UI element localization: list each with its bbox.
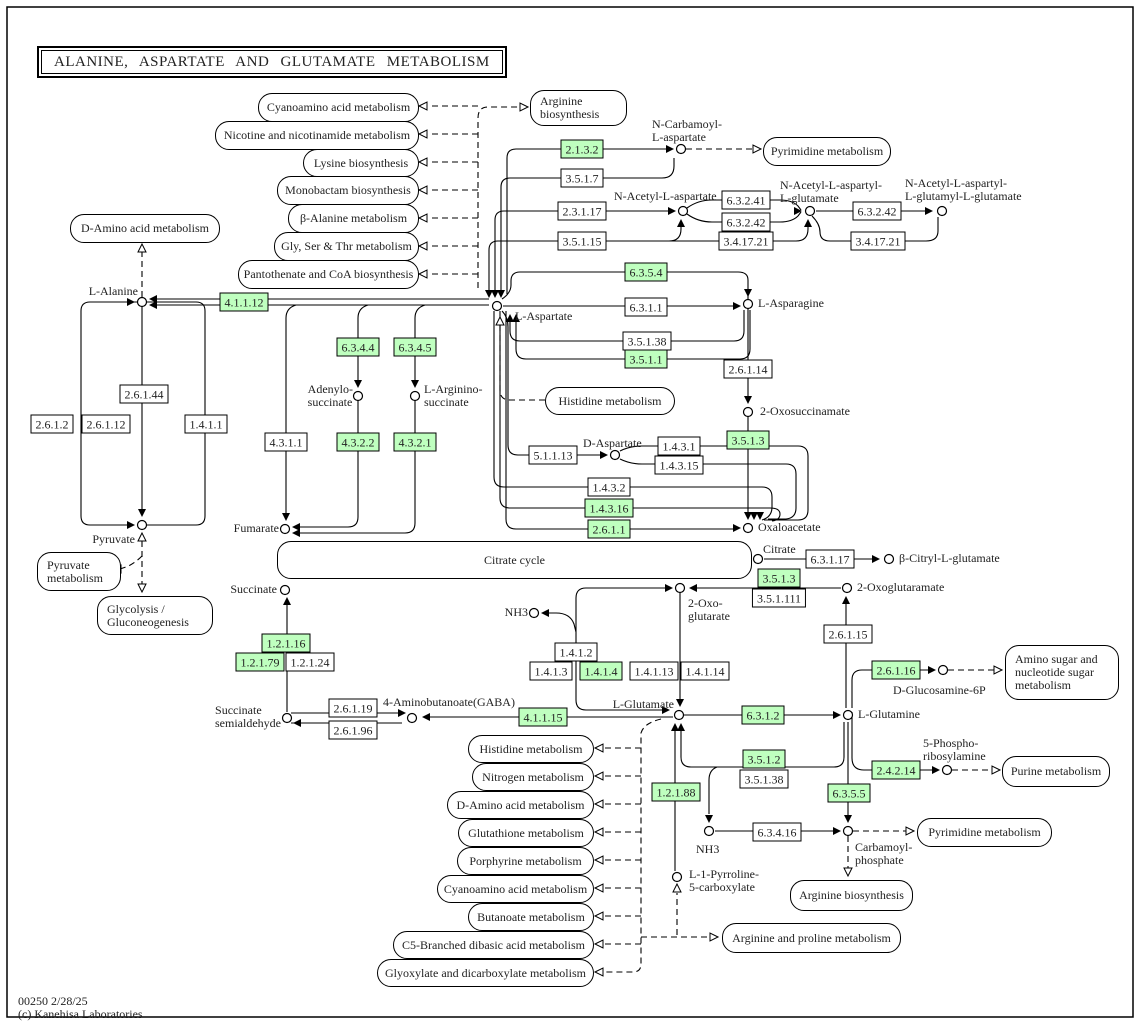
arrowhead-icon (689, 584, 697, 592)
arrowhead-icon (398, 709, 406, 717)
compound-circle[interactable] (806, 207, 815, 216)
map-id: 00250 2/28/25 (18, 994, 88, 1008)
compound-circle[interactable] (844, 827, 853, 836)
map-title: ALANINE, ASPARTATE AND GLUTAMATE METABOLISM (41, 50, 503, 74)
compound-circle[interactable] (744, 408, 753, 417)
enzyme-box[interactable]: 1.4.3.1 (658, 437, 701, 456)
dashed-link-line (478, 107, 520, 288)
enzyme-box[interactable]: 3.5.1.3 (727, 431, 770, 450)
enzyme-box[interactable]: 3.5.1.15 (558, 232, 607, 251)
compound-label-line: L-Glutamate (612, 697, 674, 711)
pathway-box-label: Histidine metabolism (479, 741, 583, 756)
compound-label (89, 285, 138, 298)
arrowhead-icon (292, 529, 300, 537)
open-arrowhead-icon (520, 103, 528, 111)
arrowhead-icon (600, 451, 608, 459)
pathway-box[interactable] (917, 818, 1052, 847)
compound-label-line: succinate (424, 394, 469, 409)
enzyme-box[interactable]: 6.3.4.5 (394, 338, 437, 357)
dashed-link-line (604, 719, 661, 972)
arrowhead-icon (668, 207, 676, 215)
enzyme-box[interactable]: 6.3.4.16 (753, 823, 802, 842)
enzyme-box[interactable]: 6.3.5.4 (625, 263, 668, 282)
pathway-box-label: Purine metabolism (1010, 764, 1102, 779)
compound-circle[interactable] (281, 525, 290, 534)
reaction-line (620, 446, 808, 520)
compound-circle[interactable] (677, 145, 686, 154)
compound-label (234, 522, 279, 535)
compound-label-line: NH3 (696, 842, 720, 856)
open-arrowhead-icon (419, 158, 427, 166)
compound-label-line: D-Glucosamine-6P (893, 683, 986, 697)
pathway-box[interactable] (545, 387, 675, 415)
arrowhead-icon (127, 521, 135, 529)
enzyme-box[interactable]: 2.6.1.44 (120, 385, 169, 404)
map-title-box (37, 46, 507, 78)
enzyme-box[interactable]: 2.6.1.14 (724, 360, 773, 379)
enzyme-box[interactable]: 2.6.1.1 (588, 520, 631, 539)
enzyme-box[interactable]: 4.1.1.12 (220, 293, 269, 312)
compound-label (689, 868, 759, 894)
pathway-box-label: D-Amino acid metabolism (81, 221, 209, 236)
enzyme-box[interactable]: 3.5.1.2 (743, 750, 786, 769)
arrowhead-icon (804, 219, 812, 227)
open-arrowhead-icon (419, 242, 427, 250)
compound-label-line: L-glutamate (780, 190, 839, 205)
enzyme-box[interactable]: 4.1.1.15 (519, 708, 568, 727)
pathway-box-label: Nitrogen metabolism (482, 769, 584, 784)
pathway-box-label: Arginine and proline metabolism (732, 930, 891, 945)
pathway-box[interactable] (274, 232, 419, 261)
arrowhead-icon (794, 207, 802, 215)
pathway-box[interactable] (437, 875, 594, 903)
compound-label (515, 310, 572, 323)
open-arrowhead-icon (673, 884, 681, 892)
pathway-box-label: Porphyrine metabolism (469, 853, 582, 868)
compound-label-line: succinate (307, 394, 353, 409)
compound-circle[interactable] (676, 584, 685, 593)
open-arrowhead-icon (496, 317, 504, 325)
enzyme-box[interactable]: 6.3.2.42 (722, 213, 771, 232)
compound-label (230, 583, 277, 596)
compound-circle[interactable] (844, 711, 853, 720)
compound-label-line: glutarate (688, 608, 730, 623)
compound-circle[interactable] (938, 207, 947, 216)
pathway-box-label: Pantothenate and CoA biosynthesis (243, 267, 414, 282)
reaction-line (669, 227, 681, 241)
pathway-box[interactable] (70, 214, 220, 243)
compound-label (858, 708, 920, 721)
compound-circle[interactable] (673, 873, 682, 882)
compound-circle[interactable] (744, 300, 753, 309)
compound-circle[interactable] (138, 521, 147, 530)
compound-circle[interactable] (754, 555, 763, 564)
compound-label (905, 177, 1022, 203)
pathway-box-label: Gly, Ser & Thr metabolism (281, 239, 412, 254)
arrowhead-icon (138, 509, 146, 517)
compound-label-line: ribosylamine (923, 748, 986, 763)
pathway-box-label: Cyanoamino acid metabolism (266, 100, 411, 115)
compound-label (688, 597, 730, 623)
compound-circle[interactable] (611, 451, 620, 460)
compound-label (855, 841, 912, 867)
open-arrowhead-icon (419, 270, 427, 278)
open-arrowhead-icon (994, 666, 1002, 674)
open-arrowhead-icon (753, 145, 761, 153)
arrowhead-icon (354, 380, 362, 388)
enzyme-box[interactable]: 1.4.3.2 (588, 478, 631, 497)
compound-label (308, 383, 353, 409)
arrowhead-icon (127, 298, 135, 306)
compound-circle[interactable] (943, 766, 952, 775)
enzyme-box[interactable]: 4.3.2.1 (394, 433, 437, 452)
enzyme-box[interactable]: 4.3.1.1 (265, 433, 308, 452)
compound-circle[interactable] (675, 711, 684, 720)
pathway-box-label: Monobactam biosynthesis (285, 183, 411, 198)
compound-label-line: 2-Oxosuccinamate (760, 404, 850, 418)
arrowhead-icon (705, 815, 713, 823)
arrowhead-icon (283, 597, 291, 605)
arrowhead-icon (925, 207, 933, 215)
enzyme-box[interactable]: 4.3.2.2 (337, 433, 380, 452)
compound-label-line: D-Aspartate (583, 436, 642, 450)
open-arrowhead-icon (595, 968, 603, 976)
copyright: (c) Kanehisa Laboratories (18, 1006, 143, 1021)
pathway-box[interactable] (458, 819, 594, 847)
compound-label (505, 606, 528, 619)
pathway-box[interactable] (722, 923, 901, 953)
compound-label-line: 4-Aminobutanoate(GABA) (383, 695, 515, 709)
compound-label-line: Succinate (215, 703, 262, 717)
pathway-box[interactable] (457, 847, 594, 875)
open-arrowhead-icon (138, 533, 146, 541)
open-arrowhead-icon (595, 940, 603, 948)
open-arrowhead-icon (992, 766, 1000, 774)
compound-label-line: N-Carbamoyl- (652, 117, 722, 131)
compound-label-line: L-Arginino- (424, 382, 483, 396)
enzyme-box[interactable]: 6.3.1.17 (806, 550, 855, 569)
open-arrowhead-icon (419, 186, 427, 194)
enzyme-box[interactable]: 3.5.1.38 (740, 770, 789, 789)
pathway-box[interactable] (1002, 756, 1110, 787)
compound-circle[interactable] (493, 302, 502, 311)
compound-label (893, 684, 986, 697)
pathway-box-label: Citrate cycle (484, 552, 545, 567)
compound-label-line: 5-Phospho- (923, 736, 979, 750)
compound-label (383, 696, 515, 709)
compound-circle[interactable] (138, 298, 147, 307)
reaction-line (709, 767, 717, 814)
pathway-box[interactable] (763, 137, 891, 166)
pathway-box[interactable] (37, 552, 121, 591)
arrowhead-icon (282, 513, 290, 521)
enzyme-box[interactable]: 1.2.1.24 (286, 653, 335, 672)
compound-label-line: L-Alanine (88, 284, 138, 298)
pathway-box-label: Arginine biosynthesis (799, 888, 904, 903)
enzyme-box[interactable]: 6.3.1.2 (742, 706, 785, 725)
enzyme-box[interactable]: 6.3.5.5 (828, 784, 871, 803)
compound-label (857, 581, 944, 594)
pathway-box[interactable] (468, 903, 594, 931)
enzyme-box[interactable]: 3.5.1.7 (561, 169, 604, 188)
open-arrowhead-icon (138, 584, 146, 592)
pathway-box[interactable] (393, 931, 594, 959)
pathway-box[interactable] (447, 791, 594, 819)
enzyme-box[interactable]: 1.4.1.3 (530, 662, 573, 681)
pathway-box[interactable] (472, 763, 594, 791)
compound-circle[interactable] (843, 584, 852, 593)
compound-circle[interactable] (530, 609, 539, 618)
enzyme-box[interactable]: 6.3.2.41 (722, 191, 771, 210)
open-arrowhead-icon (595, 772, 603, 780)
enzyme-box[interactable]: 2.6.1.15 (824, 625, 873, 644)
arrowhead-icon (744, 396, 752, 404)
enzyme-box[interactable]: 2.6.1.96 (329, 721, 378, 740)
arrowhead-icon (932, 766, 940, 774)
pathway-box-label: Lysine biosynthesis (313, 155, 409, 170)
open-arrowhead-icon (595, 828, 603, 836)
arrowhead-icon (677, 723, 685, 731)
dashed-link-line (500, 325, 545, 400)
arrowhead-icon (422, 713, 430, 721)
open-arrowhead-icon (595, 912, 603, 920)
compound-label-line: Pyruvate (92, 532, 135, 546)
enzyme-box[interactable]: 1.4.1.2 (555, 643, 598, 662)
pathway-box-label: Gluconeogenesis (107, 614, 189, 629)
arrowhead-icon (541, 609, 549, 617)
pathway-box-label: Histidine metabolism (558, 393, 662, 408)
open-arrowhead-icon (710, 933, 718, 941)
compound-label (652, 118, 722, 144)
arrowhead-icon (833, 827, 841, 835)
pathway-box-label: β-Alanine metabolism (299, 211, 408, 226)
pathway-box[interactable] (277, 176, 419, 205)
compound-label (614, 190, 717, 203)
enzyme-box[interactable]: 2.6.1.2 (31, 415, 74, 434)
arrowhead-icon (844, 815, 852, 823)
pathway-box-label: Arginine (540, 94, 583, 109)
reaction-line (81, 302, 138, 525)
compound-circle[interactable] (705, 827, 714, 836)
enzyme-box[interactable]: 3.4.17.21 (851, 232, 906, 251)
pathway-box-label: metabolism (47, 570, 103, 585)
pathway-box-label: Nicotine and nicotinamide metabolism (223, 128, 411, 143)
enzyme-box[interactable]: 2.6.1.12 (82, 415, 131, 434)
open-arrowhead-icon (419, 214, 427, 222)
pathway-box[interactable] (97, 596, 213, 635)
enzyme-box[interactable]: 6.3.1.1 (625, 298, 668, 317)
enzyme-box[interactable]: 1.4.3.16 (585, 499, 634, 518)
pathway-box[interactable] (238, 260, 419, 289)
pathway-box-label: Butanoate metabolism (477, 909, 585, 924)
compound-circle[interactable] (885, 555, 894, 564)
compound-circle[interactable] (283, 714, 292, 723)
compound-label (583, 437, 642, 450)
arrowhead-icon (677, 219, 685, 227)
enzyme-box[interactable]: 1.4.3.15 (655, 456, 704, 475)
compound-label-line: Adenylo- (307, 382, 353, 396)
compound-label-line: Oxaloacetate (758, 520, 821, 534)
compound-label (424, 383, 482, 409)
pathway-box-label: metabolism (1015, 677, 1071, 692)
arrowhead-icon (411, 380, 419, 388)
pathway-box[interactable] (258, 93, 419, 122)
reaction-line (146, 302, 205, 525)
compound-label (758, 521, 821, 534)
reaction-line (286, 305, 296, 513)
compound-label (696, 843, 719, 856)
compound-label-line: semialdehyde (215, 715, 281, 730)
pathway-box-label: biosynthesis (540, 107, 600, 121)
pathway-box-label: Cyanoamino acid metabolism (443, 881, 588, 896)
pathway-box[interactable] (530, 90, 627, 126)
compound-label (92, 533, 135, 546)
compound-label (760, 405, 850, 418)
compound-label-line: phosphate (855, 852, 904, 867)
pathway-box[interactable] (1005, 645, 1119, 700)
pathway-box-label: Amino sugar and (1015, 652, 1098, 667)
enzyme-box[interactable]: 1.4.1.1 (185, 415, 228, 434)
arrowhead-icon (665, 584, 673, 592)
compound-label-line: N-Acetyl-L-aspartate (614, 189, 717, 203)
enzyme-box[interactable]: 1.4.1.14 (681, 662, 730, 681)
pathway-box-label: Glutathione metabolism (468, 825, 584, 840)
arrowhead-icon (497, 290, 505, 298)
reaction-line (546, 613, 576, 632)
arrowhead-icon (666, 145, 674, 153)
enzyme-box[interactable]: 3.4.17.21 (719, 232, 774, 251)
compound-label-line: N-Acetyl-L-aspartyl- (780, 178, 882, 192)
pathway-box[interactable] (215, 121, 419, 150)
compound-circle[interactable] (679, 207, 688, 216)
pathway-box[interactable] (303, 149, 419, 177)
enzyme-box[interactable]: 3.5.1.111 (752, 589, 806, 608)
reaction-line (495, 211, 668, 294)
compound-label (758, 297, 824, 310)
compound-label-line: N-Acetyl-L-aspartyl- (905, 176, 1007, 190)
pathway-box-label: Pyrimidine metabolism (770, 144, 884, 159)
open-arrowhead-icon (844, 868, 852, 876)
compound-circle[interactable] (744, 524, 753, 533)
enzyme-box[interactable]: 1.2.1.16 (262, 634, 311, 653)
pathway-box-label: Glyoxylate and dicarboxylate metabolism (385, 965, 586, 980)
enzyme-box[interactable]: 2.6.1.19 (329, 699, 378, 718)
arrowhead-icon (872, 555, 880, 563)
open-arrowhead-icon (595, 800, 603, 808)
compound-label-line: L-Asparagine (758, 296, 824, 310)
arrowhead-icon (833, 711, 841, 719)
compound-label-line: L-glutamyl-L-glutamate (905, 188, 1022, 203)
arrowhead-icon (756, 512, 764, 520)
pathway-box[interactable] (790, 880, 913, 911)
open-arrowhead-icon (595, 744, 603, 752)
enzyme-box[interactable]: 1.4.1.4 (580, 662, 623, 681)
pathway-box-label: Pyruvate (47, 557, 90, 572)
compound-label (613, 698, 674, 711)
arrowhead-icon (842, 596, 850, 604)
enzyme-box[interactable]: 1.4.1.13 (630, 662, 679, 681)
pathway-box-label: Pyrimidine metabolism (928, 825, 1041, 840)
compound-label-line: 2-Oxo- (688, 596, 723, 610)
compound-label (923, 737, 986, 763)
arrowhead-icon (733, 524, 741, 532)
compound-label-line: NH3 (504, 605, 528, 619)
compound-circle[interactable] (408, 714, 417, 723)
pathway-box-label: C5-Branched dibasic acid metabolism (402, 937, 585, 952)
open-arrowhead-icon (906, 827, 914, 835)
enzyme-box[interactable]: 6.3.4.4 (337, 338, 380, 357)
enzyme-box[interactable]: 3.5.1.3 (758, 569, 801, 588)
compound-label (215, 704, 281, 730)
pathway-box-label: D-Amino acid metabolism (456, 797, 585, 812)
pathway-box-label: Glycolysis / (107, 601, 165, 616)
pathway-box[interactable] (468, 735, 594, 763)
enzyme-box[interactable]: 3.5.1.1 (625, 350, 668, 369)
compound-label (899, 552, 1000, 565)
pathway-box[interactable] (288, 204, 419, 233)
compound-circle[interactable] (411, 392, 420, 401)
enzyme-box[interactable]: 2.4.2.14 (872, 761, 921, 780)
compound-label-line: L-Glutamine (858, 707, 920, 721)
pathway-box[interactable] (377, 959, 594, 987)
dashed-link-line (120, 556, 142, 569)
enzyme-box[interactable]: 1.2.1.79 (236, 653, 285, 672)
arrowhead-icon (293, 719, 301, 727)
compound-label-line: Citrate (763, 542, 796, 556)
arrowhead-icon (744, 289, 752, 297)
enzyme-box[interactable]: 2.3.1.17 (558, 202, 607, 221)
compound-label-line: L-1-Pyrroline- (689, 867, 759, 881)
compound-label-line: L-aspartate (652, 129, 706, 144)
enzyme-box[interactable]: 1.2.1.88 (652, 783, 701, 802)
open-arrowhead-icon (595, 884, 603, 892)
enzyme-box[interactable]: 2.6.1.16 (872, 661, 921, 680)
enzyme-box[interactable]: 2.1.3.2 (561, 140, 604, 159)
compound-label-line: 5-carboxylate (689, 879, 755, 894)
arrowhead-icon (733, 302, 741, 310)
enzyme-box[interactable]: 6.3.2.42 (853, 202, 902, 221)
reaction-line (502, 311, 600, 455)
enzyme-box[interactable]: 5.1.1.13 (529, 446, 578, 465)
enzyme-box[interactable]: 3.5.1.38 (623, 332, 672, 351)
compound-circle[interactable] (281, 586, 290, 595)
open-arrowhead-icon (138, 244, 146, 252)
compound-circle[interactable] (354, 392, 363, 401)
compound-label (763, 543, 796, 556)
open-arrowhead-icon (595, 856, 603, 864)
open-arrowhead-icon (419, 102, 427, 110)
arrowhead-icon (676, 699, 684, 707)
compound-label-line: Carbamoyl- (855, 840, 913, 854)
pathway-box[interactable] (277, 541, 752, 579)
compound-circle[interactable] (939, 666, 948, 675)
compound-label-line: Succinate (230, 582, 277, 596)
arrowhead-icon (928, 666, 936, 674)
compound-label-line: Fumarate (233, 521, 279, 535)
compound-label-line: β-Citryl-L-glutamate (899, 551, 1000, 565)
open-arrowhead-icon (419, 130, 427, 138)
pathway-box-label: nucleotide sugar (1015, 665, 1094, 680)
compound-label-line: L-Aspartate (515, 309, 573, 323)
compound-label-line: 2-Oxoglutaramate (857, 580, 945, 594)
